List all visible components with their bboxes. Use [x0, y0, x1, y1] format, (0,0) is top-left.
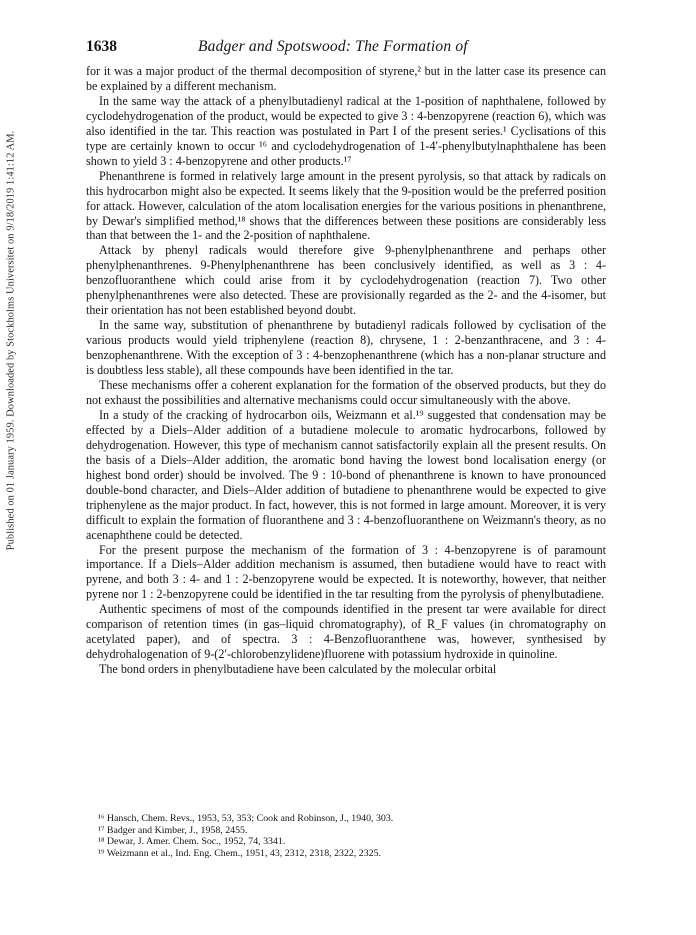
download-stamp-text: Published on 01 January 1959. Downloaded by Stockholms Universitet on 9/18/2019 1:41:12 AM. [5, 130, 17, 550]
paragraph: Attack by phenyl radicals would therefore give 9-phenylphenanthrene and perhaps other phenylphenanthrenes. 9-Phenylphenanthrene has been conclusively identified, as well as 3 : 4-benzofluoranthene which could arise from it by cyclodehydrogenation (reaction 7). Two other phenylphenanthrenes were also detected. These are provisionally regarded as the 2- and the 4-isomer, but their orientation has not been established beyond doubt. [86, 243, 606, 318]
paragraph: Authentic specimens of most of the compounds identified in the present tar were available for direct comparison of retention times (in gas–liquid chromatography), of R_F values (in chromatography on acetylated paper), and of spectra. 3 : 4-Benzofluoranthene was, however, synthesised by dehydrohalogenation of 9-(2′-chlorobenzylidene)fluorene with potassium hydroxide in quinoline. [86, 602, 606, 662]
paragraph: The bond orders in phenylbutadiene have been calculated by the molecular orbital [99, 662, 497, 677]
footnote: ¹⁷ Badger and Kimber, J., 1958, 2455. [98, 824, 248, 836]
footnote: ¹⁹ Weizmann et al., Ind. Eng. Chem., 1951, 43, 2312, 2318, 2322, 2325. [98, 847, 381, 859]
paragraph: for it was a major product of the thermal decomposition of styrene,² but in the latter case its presence can be explained by a different mechanism. [86, 64, 606, 93]
page-header [86, 38, 601, 60]
paragraph: For the present purpose the mechanism of the formation of 3 : 4-benzopyrene is of paramount importance. If a Diels–Alder addition mechanism is assumed, then butadiene would have to react with pyrene, and both 3 : 4- and 1 : 2-benzopyrene would be expected. It is noteworthy, however, that neither pyrene nor 1 : 2-benzopyrene could be identified in the tar resulting from the pyrolysis of phenylbutadiene. [86, 542, 606, 602]
footnotes [98, 813, 598, 859]
paragraph: In a study of the cracking of hydrocarbon oils, Weizmann et al.¹⁹ suggested that condensation may be effected by a Diels–Alder addition of a butadiene molecule to aromatic hydrocarbons, followed by dehydrogenation. However, this type of mechanism cannot satisfactorily explain all the present results. On the basis of a Diels–Alder addition, the aromatic bond having the lowest bond localisation energy (or highest bond order) should be involved. The 9 : 10-bond of phenanthrene is known to have pronounced double-bond character, and Diels–Alder addition of butadiene to phenanthrene would be expected to give triphenylene as the major product. In fact, however, this is not formed in large amount. Moreover, it is very difficult to explain the formation of fluoranthene and 3 : 4-benzofluoranthene on Weizmann's theory, as no acenaphthene could be detected. [86, 407, 606, 542]
paragraph: Phenanthrene is formed in relatively large amount in the present pyrolysis, so that attack by radicals on this hydrocarbon might also be expected. It seems likely that the 9-position would be the preferred position for attack. However, calculation of the atom localisation energies for the various positions in phenanthrene, by Dewar's simplified method,¹⁸ shows that the differences between these positions are considerably less than that between the 1- and the 2-position of naphthalene. [86, 168, 606, 243]
running-title: Badger and Spotswood: The Formation of [198, 38, 468, 55]
footnote: ¹⁶ Hansch, Chem. Revs., 1953, 53, 353; Cook and Robinson, J., 1940, 303. [98, 813, 394, 824]
article-body [86, 64, 606, 677]
paragraph: In the same way, substitution of phenanthrene by butadienyl radicals followed by cyclisation of the various products would yield triphenylene (reaction 8), chrysene, 1 : 2-benzanthracene, and 3 : 4-benzophenanthrene. With the exception of 3 : 4-benzophenanthrene (which has a non-planar structure and is doubtless less stable), all these compounds have been identified in the tar. [86, 318, 606, 378]
page-number: 1638 [86, 38, 117, 55]
paragraph: In the same way the attack of a phenylbutadienyl radical at the 1-position of naphthalene, followed by cyclodehydrogenation of the product, would be expected to give 3 : 4-benzopyrene (reaction 6), which was also identified in the tar. This reaction was postulated in Part I of the present series.¹ Cyclisations of this type are certainly known to occur ¹⁶ and cyclodehydrogenation of 1-4′-phenylbutylnaphthalene has been shown to yield 3 : 4-benzopyrene and other products.¹⁷ [86, 93, 606, 168]
paragraph: These mechanisms offer a coherent explanation for the formation of the observed products, but they do not exhaust the possibilities and alternative mechanisms could occur simultaneously with the above. [86, 378, 606, 407]
download-stamp [0, 60, 22, 620]
footnote: ¹⁸ Dewar, J. Amer. Chem. Soc., 1952, 74, 3341. [98, 836, 286, 848]
